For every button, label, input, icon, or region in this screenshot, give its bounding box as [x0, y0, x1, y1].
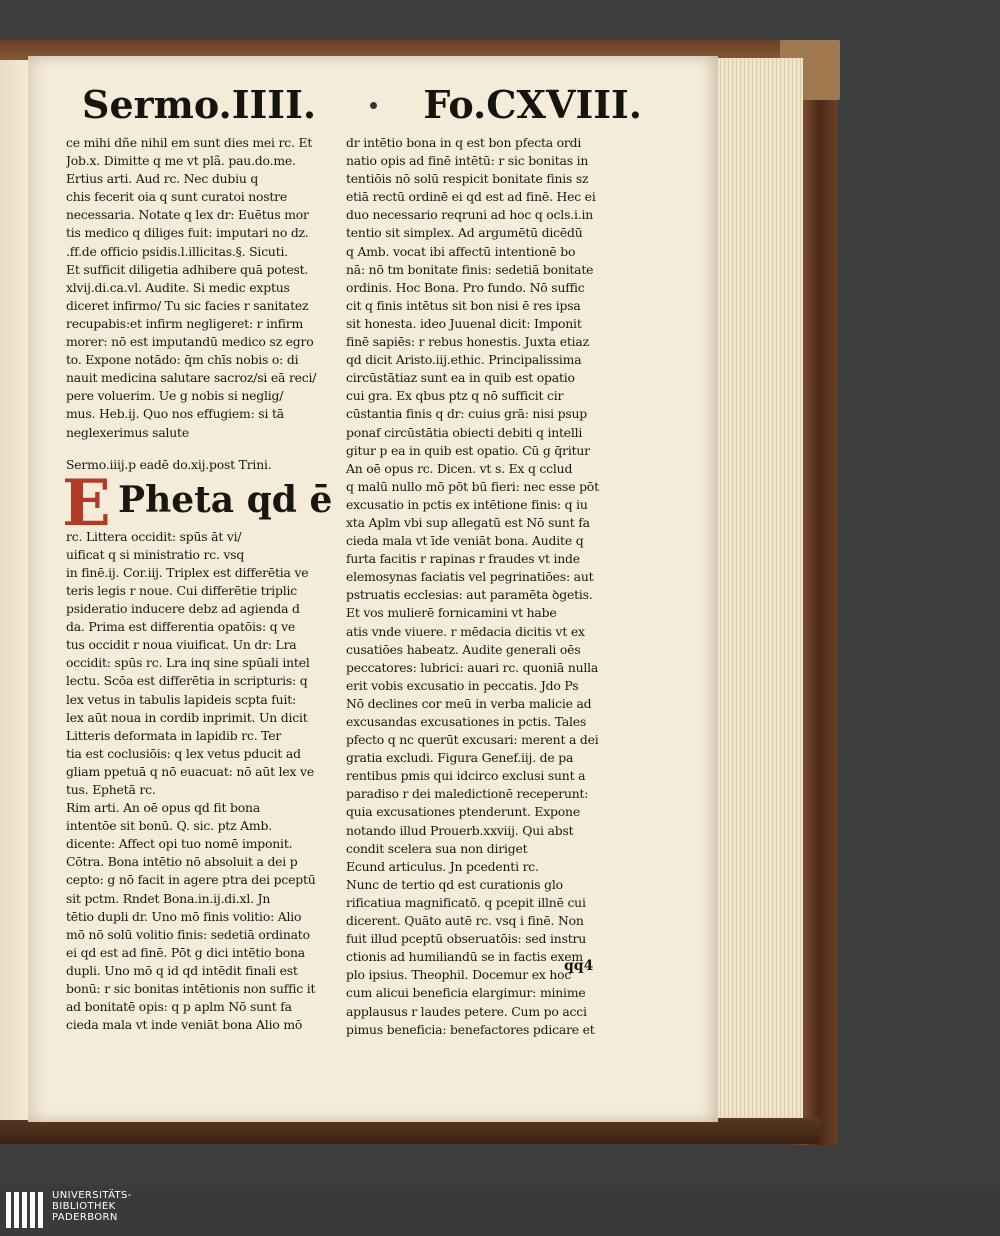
initial-letter: E: [62, 465, 111, 541]
text-line: cui gra. Ex qbus ptz q nō sufficit cir: [346, 388, 564, 404]
text-line: q Amb. vocat ibi affectū intentionē bo: [346, 243, 576, 259]
text-line: quia excusationes ptenderunt. Expone: [346, 804, 580, 820]
text-line: .ff.de officio psidis.l.illicitas.§. Sicuti.: [66, 243, 288, 259]
text-line: dr intētio bona in q est bon pfecta ordi: [346, 135, 582, 150]
library-name-line2: BIBLIOTHEK: [52, 1201, 116, 1212]
text-line: da. Prima est differentia opatōis: q ve: [66, 619, 296, 635]
text-line: ctionis ad humiliandū se in factis exem: [346, 949, 583, 965]
text-column-left: [62, 134, 340, 1034]
text-line: teris legis r noue. Cui differētie triplic: [66, 582, 297, 598]
text-line: q malū nullo mō pōt bū fieri: nec esse pōt: [346, 478, 599, 494]
text-line: lectu. Scōa est differētia in scripturis: q: [66, 673, 308, 689]
text-line: cepto: g nō facit in agere ptra dei pceptū: [66, 872, 316, 888]
text-line: tus occidit r noua viuificat. Un dr: Lra: [66, 637, 297, 653]
text-line: sit honesta. ideo Juuenal dicit: Imponit: [346, 315, 582, 331]
text-line: notando illud Prouerb.xxviij. Qui abst: [346, 822, 574, 838]
text-line: cieda mala vt īde veniāt bona. Audite q: [346, 533, 584, 549]
text-line: gliam ppetuā q nō euacuat: nō aūt lex ve: [66, 763, 314, 779]
text-line: cieda mala vt inde veniāt bona Alio mō: [66, 1017, 303, 1033]
text-line: occidit: spūs rc. Lra inq sine spūali intel: [66, 655, 310, 671]
text-line: excusatio in pctis ex intētione finis: q iu: [346, 496, 588, 512]
text-line: An oē opus rc. Dicen. vt s. Ex q cclud: [346, 460, 573, 476]
text-line: excusandas excusationes in pctis. Tales: [346, 714, 587, 729]
library-name: [52, 1190, 132, 1223]
text-line: Litteris deformata in lapidib rc. Ter: [66, 727, 282, 743]
text-line: applausus r laudes petere. Cum po acci: [346, 1003, 587, 1019]
text-line: pfecto q nc querūt excusari: merent a dei: [346, 732, 599, 748]
text-line: ordinis. Hoc Bona. Pro fundo. Nō suffic: [346, 279, 585, 295]
heading-text: Pheta qd ē: [118, 478, 333, 521]
text-line: fuit illud pceptū obseruatōis: sed instru: [346, 931, 587, 947]
text-line: tia est coclusiōis: q lex vetus pducit ad: [66, 745, 301, 761]
text-line: etiā rectū ordinē ei qd est ad finē. Hec ei: [346, 189, 596, 205]
text-line: lex vetus in tabulis lapideis scpta fuit:: [66, 691, 296, 707]
text-line: neglexerimus salute: [66, 424, 189, 440]
text-line: cusatiōes habeatz. Audite generali oēs: [346, 641, 581, 657]
text-line: condit scelera sua non diriget: [346, 840, 528, 856]
library-logo-icon: [6, 1192, 44, 1228]
text-line: Nunc de tertio qd est curationis glo: [346, 876, 563, 892]
text-line: nauit medicina salutare sacroz/si eā reci/: [66, 370, 317, 386]
text-line: [66, 442, 340, 456]
library-name-line1: UNIVERSITÄTS-: [52, 1190, 132, 1201]
text-line: cit q finis intētus sit bon nisi ē res ipsa: [346, 297, 581, 313]
text-line: in finē.ij. Cor.iij. Triplex est differētia ve: [66, 564, 309, 580]
text-column-right: [346, 134, 622, 1039]
text-line: ad bonitatē opis: q p aplm Nō sunt fa: [66, 999, 292, 1015]
text-line: paradiso r dei maledictionē receperunt:: [346, 786, 589, 802]
text-line: natio opis ad finē intētū: r sic bonitas in: [346, 153, 589, 169]
signature-mark: qq4: [564, 958, 594, 974]
text-line: morer: nō est imputandū medico sz egro: [66, 334, 314, 350]
text-line: xta Aplm vbi sup allegatū est Nō sunt fa: [346, 514, 590, 530]
text-line: psideratio inducere debz ad agienda d: [66, 601, 300, 617]
text-line: plo ipsius. Theophil. Docemur ex hoc: [346, 967, 572, 983]
facing-page-edge: [0, 60, 29, 1120]
text-line: erit vobis excusatio in peccatis. Jdo Ps: [346, 677, 579, 693]
text-line: xlvij.di.ca.vl. Audite. Si medic exptus: [66, 279, 290, 295]
text-line: Sermo.iiij.p eadē do.xij.post Trini.: [66, 456, 272, 472]
text-line: Et vos mulierē fornicamini vt habe: [346, 605, 557, 621]
text-line: dicente: Affect opi tuo nomē imponit.: [66, 836, 293, 852]
text-line: uificat q si ministratio rc. vsq: [66, 546, 245, 562]
text-line: ei qd est ad finē. Pōt g dici intētio bona: [66, 944, 305, 960]
text-line: pstruatis ecclesias: aut paramēta ꝺgetis.: [346, 587, 593, 603]
text-line: cūstantia finis q dr: cuius grā: nisi psup: [346, 406, 588, 422]
text-line: Cōtra. Bona intētio nō absoluit a dei p: [66, 854, 298, 870]
text-line: necessaria. Notate q lex dr: Euētus mor: [66, 207, 309, 223]
text-line: qd dicit Aristo.iij.ethic. Principalissima: [346, 352, 582, 368]
running-head: [82, 82, 642, 132]
text-line: ce mihi dñe nihil em sunt dies mei rc. Et: [66, 135, 313, 150]
text-line: tus. Ephetā rc.: [66, 782, 156, 797]
running-head-left: Sermo.IIII.: [82, 82, 317, 127]
text-line: Rim arti. An oē opus qd fit bona: [66, 800, 261, 816]
text-line: intentōe sit bonū. Q. sic. ptz Amb.: [66, 818, 272, 834]
text-line: chis fecerit oia q sunt curatoi nostre: [66, 189, 288, 205]
text-line: dicerent. Quāto autē rc. vsq i finē. Non: [346, 913, 584, 929]
text-line: elemosynas faciatis vel pegrinatiōes: aut: [346, 569, 594, 585]
text-line: atis vnde viuere. r mēdacia dicitis vt ex: [346, 623, 585, 639]
text-line: rificatiua magnificatō. q pcepit illnē cui: [346, 894, 586, 910]
text-line: tētio dupli dr. Uno mō finis volitio: Alio: [66, 908, 302, 924]
text-line: sit pctm. Rndet Bona.in.ij.di.xl. Jn: [66, 890, 271, 906]
text-line: peccatores: lubrici: auari rc. quoniā nulla: [346, 659, 599, 675]
text-line: bonū: r sic bonitas intētionis non suffic it: [66, 981, 316, 997]
text-line: gratia excludi. Figura Genef.iij. de pa: [346, 750, 574, 766]
footer-bar: [0, 1186, 1000, 1236]
ornament-dot: [370, 102, 377, 109]
text-line: Ertius arti. Aud rc. Nec dubiu q: [66, 171, 259, 187]
text-line: Ecund articulus. Jn pcedenti rc.: [346, 858, 539, 874]
text-line: tis medico q diliges fuit: imputari no dz.: [66, 225, 309, 241]
text-line: lex aūt noua in cordib inprimit. Un dicit: [66, 709, 308, 725]
text-line: dupli. Uno mō q id qd intēdit finali est: [66, 962, 298, 978]
text-line: recupabis:et infirm negligeret: r infirm: [66, 315, 304, 331]
text-line: rc. Littera occidit: spūs āt vi/: [66, 528, 242, 544]
text-line: mō nō solū volitio finis: sedetiā ordinato: [66, 926, 310, 942]
page-edges: [712, 58, 803, 1118]
text-line: to. Expone notādo: q̄m chīs nobis o: di: [66, 352, 299, 368]
text-line: Et sufficit diligetia adhibere quā potest.: [66, 261, 309, 277]
text-line: furta facitis r rapinas r fraudes vt inde: [346, 551, 580, 567]
library-name-line3: PADERBORN: [52, 1212, 118, 1223]
text-line: Job.x. Dimitte q me vt plã. pau.do.me.: [66, 153, 296, 169]
text-line: pere voluerim. Ue g nobis si neglig/: [66, 388, 284, 404]
text-line: tentio sit simplex. Ad argumētū dicēdū: [346, 225, 583, 241]
text-line: pimus beneficia: benefactores pdicare et: [346, 1021, 595, 1037]
text-line: ponaf circūstātia obiecti debiti q intelli: [346, 424, 583, 440]
text-line: diceret infirmo/ Tu sic facies r sanitatez: [66, 297, 309, 313]
text-line: mus. Heb.ij. Quo nos effugiem: si tā: [66, 406, 284, 422]
running-head-right: Fo.CXVIII.: [423, 82, 642, 127]
text-line: gitur p ea in quib est opatio. Cū g q̄ritur: [346, 442, 590, 458]
text-line: circūstātiaz sunt ea in quib est opatio: [346, 370, 575, 386]
text-line: nā: nō tm bonitate finis: sedetiā bonitate: [346, 261, 594, 277]
text-line: duo necessario reqruni ad hoc q ocls.i.in: [346, 207, 594, 223]
text-line: rentibus pmis qui idcirco exclusi sunt a: [346, 768, 586, 784]
text-line: finē sapiēs: r rebus honestis. Juxta etiaz: [346, 334, 589, 350]
text-line: cum alicui beneficia elargimur: minime: [346, 985, 586, 1001]
text-line: Nō declines cor meū in verba malicie ad: [346, 695, 592, 711]
text-line: tentiōis nō solū respicit bonitate finis sz: [346, 171, 589, 187]
